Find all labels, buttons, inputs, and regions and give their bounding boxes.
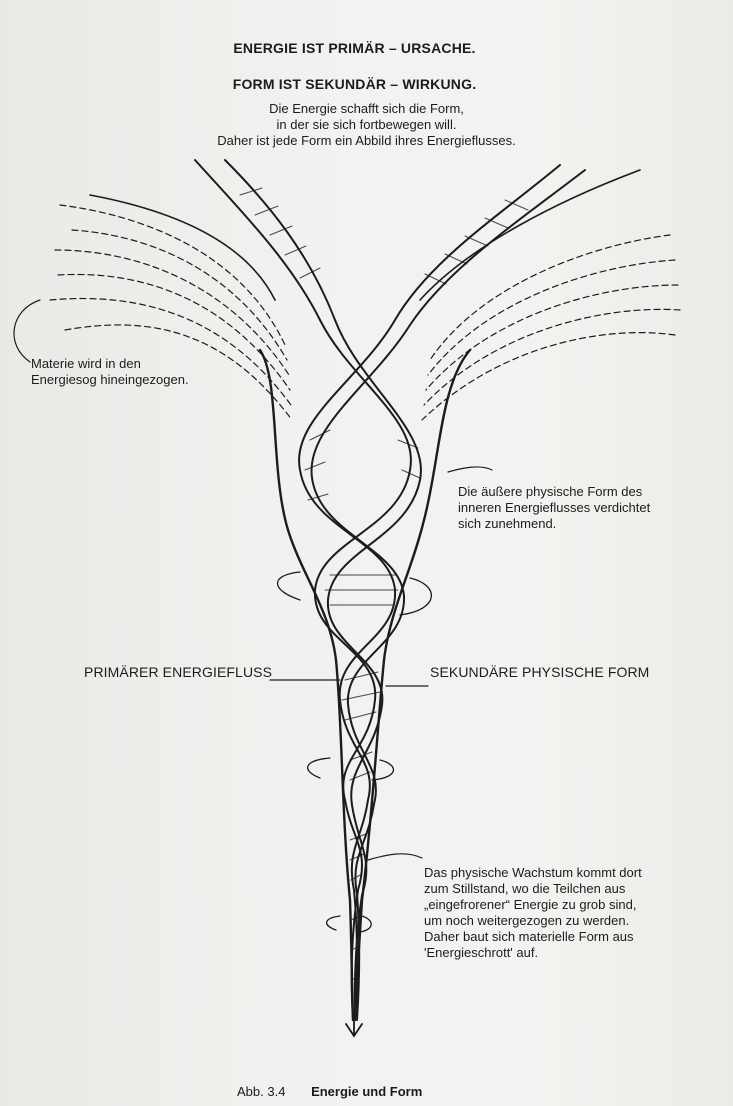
annotation-line: Materie wird in den bbox=[31, 356, 141, 371]
annotation-line: Energiesog hineingezogen. bbox=[31, 372, 189, 387]
annotation-line: sich zunehmend. bbox=[458, 516, 557, 531]
annotation-aeussere-form bbox=[458, 484, 650, 532]
left-fan-boundary bbox=[90, 195, 275, 300]
annotation-primaer: PRIMÄRER ENERGIEFLUSS bbox=[84, 664, 273, 680]
annotation-line: Daher baut sich materielle Form aus bbox=[424, 929, 634, 944]
annotation-wachstum bbox=[424, 865, 642, 961]
intro-line: in der sie sich fortbewegen will. bbox=[276, 117, 457, 132]
figure-number: Abb. 3.4 bbox=[237, 1084, 286, 1099]
figure-title: Energie und Form bbox=[311, 1084, 423, 1099]
left-tube-wall bbox=[260, 350, 353, 1020]
title-line-2: FORM IST SEKUNDÄR – WIRKUNG. bbox=[232, 76, 477, 92]
annotation-line: um noch weitergezogen zu werden. bbox=[424, 913, 630, 928]
annotation-line: zum Stillstand, wo die Teilchen aus bbox=[424, 881, 626, 896]
annotation-materie bbox=[31, 356, 189, 388]
annotation-sekundaer: SEKUNDÄRE PHYSISCHE FORM bbox=[430, 664, 650, 680]
intro-line: Daher ist jede Form ein Abbild ihres Energieflusses. bbox=[217, 133, 516, 148]
title-line-1: ENERGIE IST PRIMÄR – URSACHE. bbox=[233, 40, 476, 56]
intro-line: Die Energie schafft sich die Form, bbox=[269, 101, 464, 116]
annotation-line: „eingefrorener“ Energie zu grob sind, bbox=[424, 897, 637, 912]
figure-caption bbox=[237, 1084, 422, 1099]
annotation-line: Die äußere physische Form des bbox=[458, 484, 643, 499]
annotation-line: inneren Energieflusses verdichtet bbox=[458, 500, 651, 515]
bottom-arrow bbox=[346, 1010, 362, 1036]
annotation-line: 'Energieschrott' auf. bbox=[424, 945, 539, 960]
rope-hatching bbox=[240, 188, 528, 980]
annotation-line: Das physische Wachstum kommt dort bbox=[424, 865, 642, 880]
